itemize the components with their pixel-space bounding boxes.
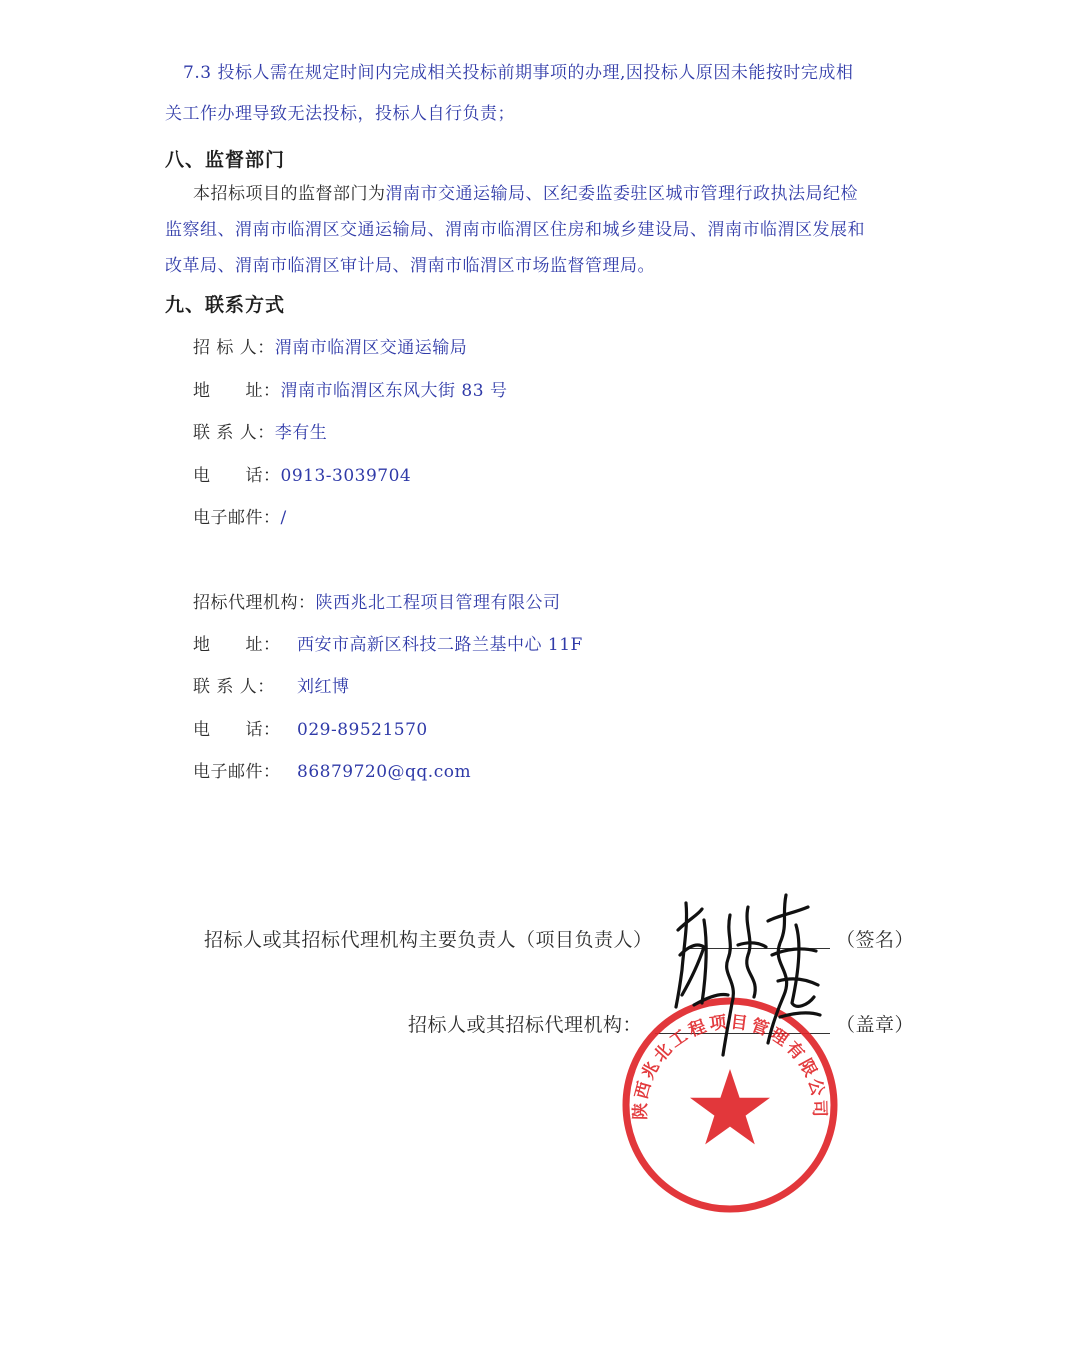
section-8-heading: 八、监督部门 [165,149,286,171]
agency-email: 86879720@qq.com [297,762,472,782]
tenderer-contact-label: 联 系 人： [193,423,275,443]
tenderer-name-row [193,333,467,358]
agency-name-label: 招标代理机构： [193,593,316,613]
tenderer-phone-label: 电 话： [193,466,281,486]
agency-name-row [193,588,561,613]
tenderer-phone: 0913-3039704 [280,466,412,486]
agency-email-row [193,757,471,782]
signature-suffix: （签名） [836,929,915,951]
supervision-paragraph-line-2: 监察组、渭南市临渭区交通运输局、渭南市临渭区住房和城乡建设局、渭南市临渭区发展和 [165,220,865,240]
agency-phone: 029-89521570 [297,720,428,740]
tenderer-address: 渭南市临渭区东风大街 83 号 [280,381,508,401]
tenderer-contact: 李有生 [274,423,328,443]
agency-contact: 刘红博 [297,677,350,697]
seal-suffix: （盖章） [836,1014,915,1036]
responsible-person-label: 招标人或其招标代理机构主要负责人（项目负责人） [204,929,653,951]
agency-phone-label: 电 话： [193,720,281,740]
agency-name: 陕西兆北工程项目管理有限公司 [315,593,561,613]
agency-address-label: 地 址： [193,635,281,655]
handwritten-signature [668,885,833,1060]
seal-line-label: 招标人或其招标代理机构： [408,1014,643,1036]
tenderer-address-label: 地 址： [193,381,281,401]
agency-email-label: 电子邮件： [193,762,281,782]
supervision-departments-1: 渭南市交通运输局、区纪委监委驻区城市管理行政执法局纪检 [385,184,858,204]
svg-text:陕西兆北工程项目管理有限公司: 陕西兆北工程项目管理有限公司 [630,1012,830,1121]
agency-contact-label: 联 系 人： [193,677,275,697]
tenderer-name-label: 招 标 人： [193,338,275,358]
tenderer-email-label: 电子邮件： [193,508,281,528]
supervision-paragraph-line-3: 改革局、渭南市临渭区审计局、渭南市临渭区市场监督管理局。 [165,256,655,276]
tenderer-contact-row [193,418,327,443]
clause-7-3-line-1: 7.3 投标人需在规定时间内完成相关投标前期事项的办理,因投标人原因未能按时完成相 [183,63,854,83]
agency-address-row [193,630,583,655]
tenderer-name: 渭南市临渭区交通运输局 [274,338,468,358]
supervision-lead: 本招标项目的监督部门为 [193,184,386,204]
tenderer-address-row [193,376,507,401]
tenderer-email: / [280,508,287,528]
agency-contact-row [193,672,350,697]
section-9-heading: 九、联系方式 [165,294,286,316]
agency-address: 西安市高新区科技二路兰基中心 11F [297,635,583,655]
tenderer-email-row [193,503,287,528]
tenderer-phone-row [193,461,411,486]
supervision-paragraph-line-1 [193,175,933,213]
clause-7-3-line-2: 关工作办理导致无法投标，投标人自行负责； [165,104,515,124]
agency-phone-row [193,715,428,740]
